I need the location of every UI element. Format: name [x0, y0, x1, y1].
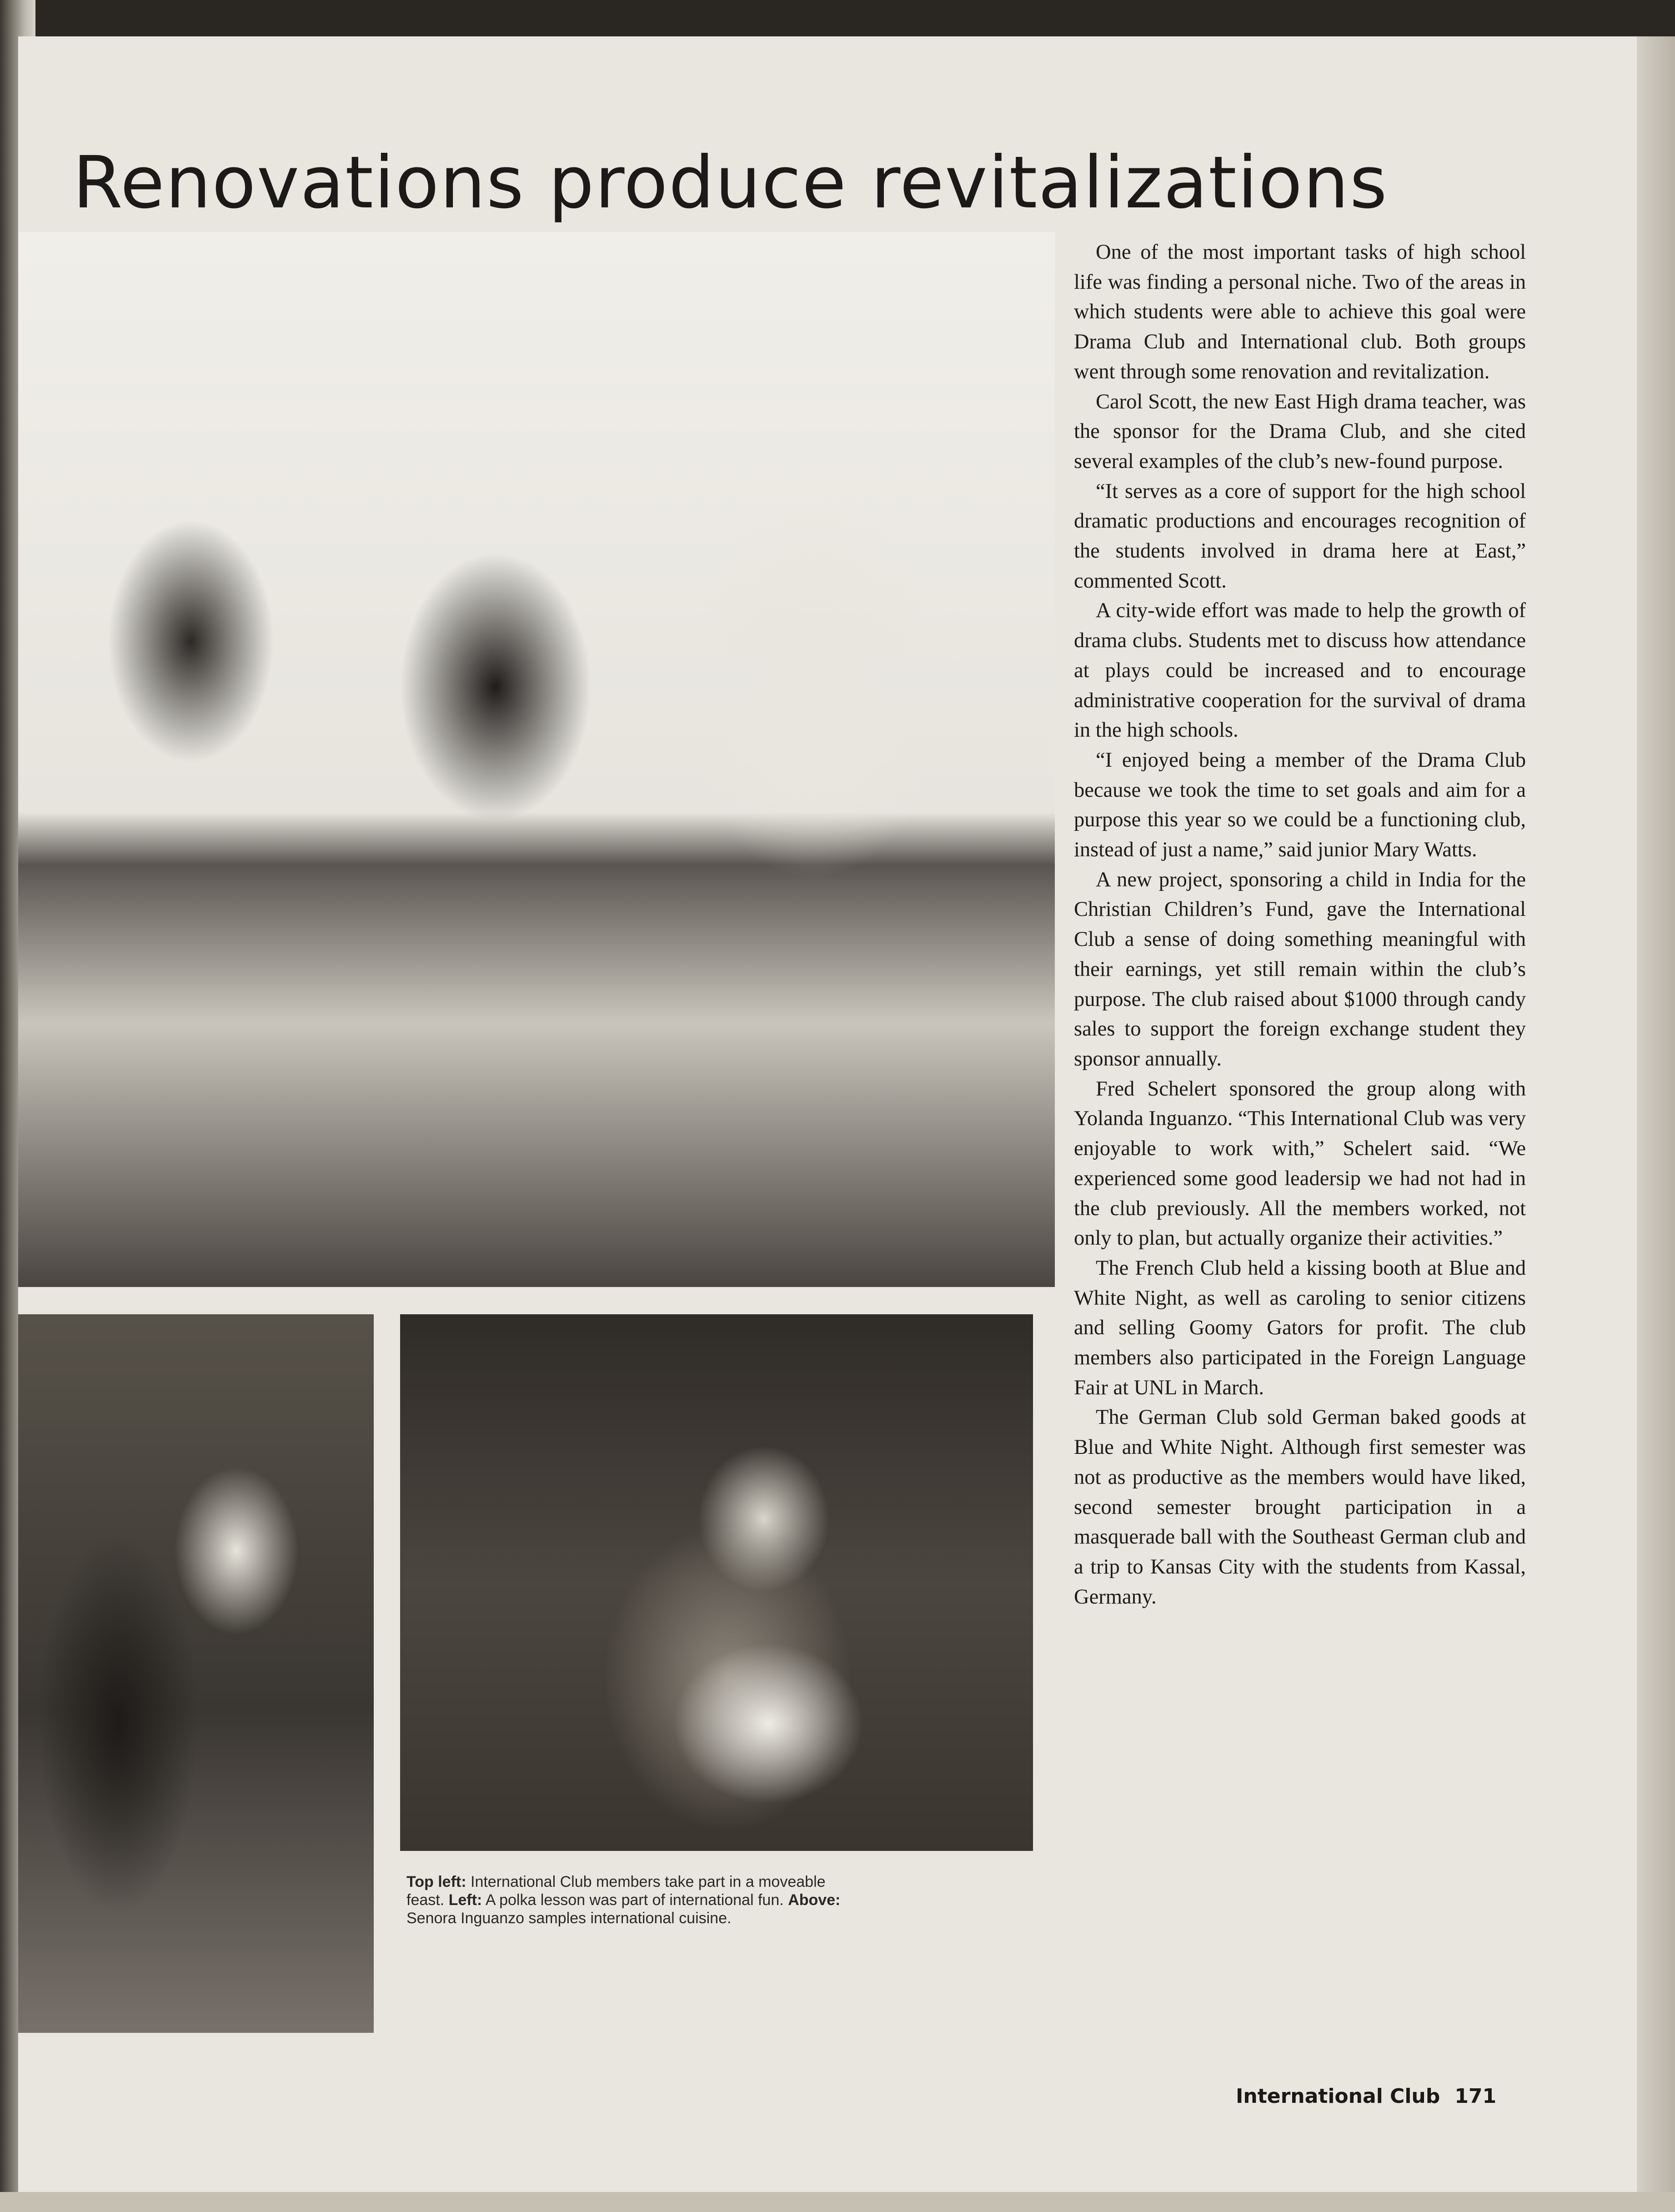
photo-caption	[406, 1873, 866, 1927]
article-paragraph: One of the most important tasks of high school life was finding a personal niche. Two of the areas in which students were able to achieve this goal were Drama Club and International club. Both groups went through some renovation and revitalization.	[1074, 241, 1526, 383]
article-body	[1074, 237, 1526, 1612]
caption-text-top-left: International Club members take part in a moveable feast.	[406, 1873, 826, 1909]
article-paragraph: Fred Schelert sponsored the group along with Yolanda Inguanzo. “This International Club was very enjoyable to work with,” Schelert said. “We experienced some good leadersip we had not had in the club previously. All the members worked, not only to plan, but actually organize their activities.”	[1074, 1077, 1526, 1250]
page-headline: Renovations produce revitalizations	[73, 141, 1388, 225]
photo-senora-inguanzo	[400, 1314, 1033, 1851]
article-paragraph: “It serves as a core of support for the high school dramatic productions and encourages recognition of the students involved in drama here at East,” commented Scott.	[1074, 479, 1526, 593]
article-paragraph: The German Club sold German baked goods at Blue and White Night. Although first semester was not as productive as the members would have liked, second semester brought participation in a masquerade ball with the Southeast German club and a trip to Kansas City with the students from Kassal, Germany.	[1074, 1406, 1526, 1609]
article-paragraph: Carol Scott, the new East High drama teacher, was the sponsor for the Drama Club, and she cited several examples of the club’s new-found purpose.	[1074, 390, 1526, 473]
article-paragraph: The French Club held a kissing booth at Blue and White Night, as well as caroling to senior citizens and selling Goomy Gators for profit. The club members also participated in the Foreign Language Fair at UNL in March.	[1074, 1256, 1526, 1399]
caption-text-above: Senora Inguanzo samples international cuisine.	[406, 1910, 732, 1927]
page-bottom-edge	[0, 2192, 1675, 2212]
article-paragraph: A city-wide effort was made to help the growth of drama clubs. Students met to discuss how attendance at plays could be increased and to encourage administrative cooperation for the survival of drama in the high schools.	[1074, 599, 1526, 742]
page-number: 171	[1454, 2085, 1497, 2108]
page-edge	[1637, 36, 1675, 2212]
page-footer	[1236, 2085, 1496, 2108]
footer-section-title: International Club	[1236, 2085, 1440, 2108]
article-paragraph: “I enjoyed being a member of the Drama Club because we took the time to set goals and aim for a purpose this year so we could be a functioning club, instead of just a name,” said junior Mary Watts.	[1074, 748, 1526, 862]
caption-label-top-left: Top left:	[406, 1873, 466, 1890]
photo-polka-lesson	[18, 1314, 374, 2033]
photo-international-feast	[18, 232, 1055, 1287]
caption-label-left: Left:	[448, 1891, 482, 1909]
caption-label-above: Above:	[788, 1891, 841, 1909]
caption-text-left: A polka lesson was part of international fun.	[482, 1891, 788, 1909]
article-paragraph: A new project, sponsoring a child in India for the Christian Children’s Fund, gave the International Club a sense of doing something meaningful with their earnings, yet still remain within the club’s purpose. The club raised about $1000 through candy sales to support the foreign exchange student they sponsor annually.	[1074, 868, 1526, 1071]
